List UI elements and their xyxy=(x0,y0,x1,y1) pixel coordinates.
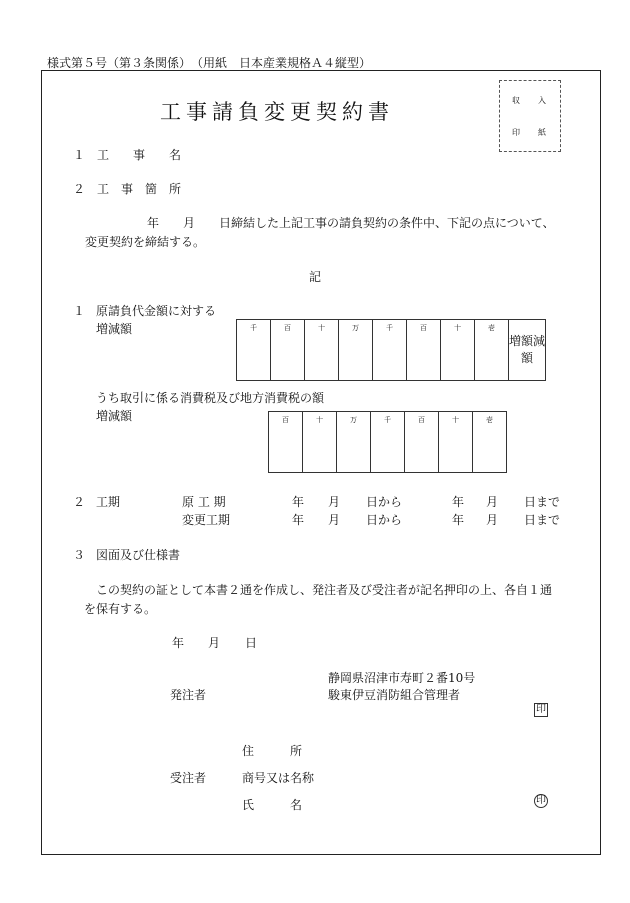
month-label: 月 xyxy=(486,513,499,527)
item-number: １ xyxy=(73,148,86,162)
digit-cell[interactable]: 千 xyxy=(371,412,405,473)
year-label: 年 xyxy=(292,495,305,509)
tax-label: うち取引に係る消費税及び地方消費税の額 xyxy=(96,391,325,405)
section-number: １ xyxy=(73,304,86,318)
stamp-char: 印 xyxy=(512,128,520,137)
amount-label: 原請負代金額に対する xyxy=(96,304,217,318)
digit-cell[interactable]: 百 xyxy=(407,320,441,381)
period-label: 工期 xyxy=(96,495,121,509)
section-number: ３ xyxy=(73,548,86,562)
person-name-label: 氏 名 xyxy=(242,798,303,812)
digit-cell[interactable]: 百 xyxy=(405,412,439,473)
section-number: ２ xyxy=(73,495,86,509)
digit-cell[interactable]: 十 xyxy=(439,412,473,473)
digit-cell[interactable]: 百 xyxy=(271,320,305,381)
increase-decrease-cell: 増額減額 xyxy=(509,320,546,381)
construction-name-label: 工 事 名 xyxy=(97,148,182,162)
original-period-label: 原 工 期 xyxy=(182,495,226,509)
digit-cell[interactable]: 万 xyxy=(339,320,373,381)
digit-cell[interactable]: 千 xyxy=(373,320,407,381)
changed-period-label: 変更工期 xyxy=(182,513,231,527)
stamp-char: 紙 xyxy=(538,128,546,137)
amount-digit-table xyxy=(236,319,546,381)
month-label: 月 xyxy=(328,513,341,527)
year-label: 年 xyxy=(292,513,305,527)
ki-heading: 記 xyxy=(309,270,322,284)
digit-cell[interactable]: 千 xyxy=(237,320,271,381)
item-number: ２ xyxy=(73,182,86,196)
digit-cell[interactable]: 十 xyxy=(305,320,339,381)
orderer-name: 駿東伊豆消防組合管理者 xyxy=(328,688,461,702)
closing-line-2: を保有する。 xyxy=(84,602,157,616)
digit-cell[interactable]: 百 xyxy=(269,412,303,473)
year-label: 年 xyxy=(452,513,465,527)
closing-line-1: この契約の証として本書２通を作成し、発注者及び受注者が記名押印の上、各自１通 xyxy=(96,583,553,597)
form-label: 様式第５号（第３条関係） （用紙 日本産業規格Ａ４縦型） xyxy=(47,56,372,70)
document-title: 工事請負変更契約書 xyxy=(160,100,394,124)
date-month-label: 月 xyxy=(208,636,221,650)
date-day-label: 日 xyxy=(245,636,258,650)
day-from-label: 日から xyxy=(366,513,403,527)
construction-site-label: 工 事 箇 所 xyxy=(97,182,182,196)
tax-digit-table xyxy=(268,411,507,473)
digit-cell[interactable]: 万 xyxy=(337,412,371,473)
contractor-seal-icon: 印 xyxy=(536,795,546,806)
orderer-label: 発注者 xyxy=(170,688,207,702)
stamp-char: 入 xyxy=(538,96,546,105)
address-label: 住 所 xyxy=(242,744,303,758)
intro-line-1: 年 月 日締結した上記工事の請負契約の条件中、下記の点について、 xyxy=(147,216,555,230)
revenue-stamp-box xyxy=(499,80,561,152)
intro-line-2: 変更契約を締結する。 xyxy=(85,235,206,249)
day-to-label: 日まで xyxy=(524,495,561,509)
year-label: 年 xyxy=(452,495,465,509)
company-name-label: 商号又は名称 xyxy=(242,771,315,785)
date-year-label: 年 xyxy=(172,636,185,650)
drawings-label: 図面及び仕様書 xyxy=(96,548,181,562)
amount-label-sub: 増減額 xyxy=(96,322,133,336)
stamp-char: 収 xyxy=(512,96,520,105)
digit-cell[interactable]: 壱 xyxy=(475,320,509,381)
month-label: 月 xyxy=(328,495,341,509)
orderer-seal-icon: 印 xyxy=(536,704,546,715)
digit-cell[interactable]: 壱 xyxy=(473,412,507,473)
digit-cell[interactable]: 十 xyxy=(441,320,475,381)
day-from-label: 日から xyxy=(366,495,403,509)
digit-cell[interactable]: 十 xyxy=(303,412,337,473)
contractor-label: 受注者 xyxy=(170,771,207,785)
tax-label-sub: 増減額 xyxy=(96,409,133,423)
orderer-address: 静岡県沼津市寿町２番10号 xyxy=(328,671,476,685)
month-label: 月 xyxy=(486,495,499,509)
day-to-label: 日まで xyxy=(524,513,561,527)
